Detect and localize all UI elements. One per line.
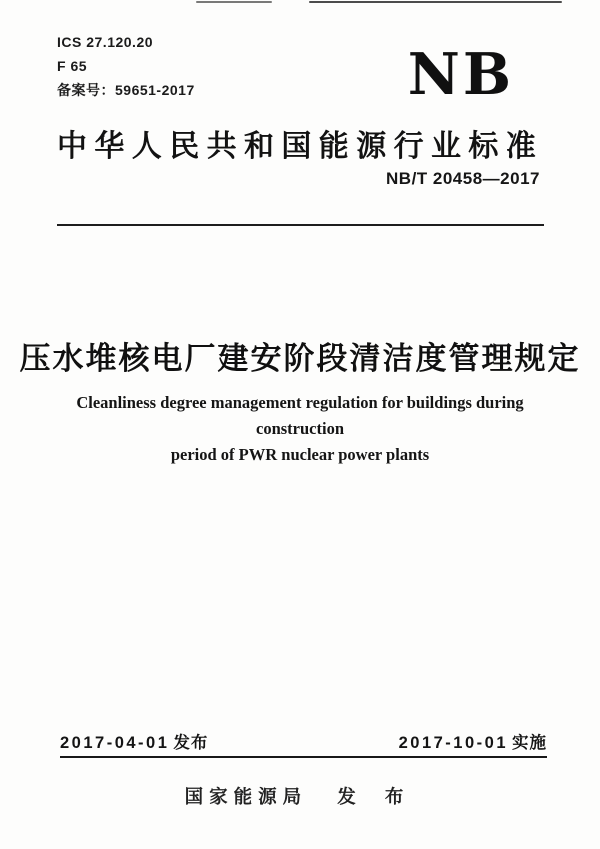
publish-action: 发 布 bbox=[337, 786, 416, 807]
record-number: 备案号：59651-2017 bbox=[57, 82, 195, 98]
implementation-date-label: 实施 bbox=[512, 734, 547, 752]
issue-date bbox=[60, 729, 208, 753]
implementation-date bbox=[399, 729, 547, 753]
standard-title-en-line2: period of PWR nuclear power plants bbox=[170, 445, 430, 464]
nb-logo: NB bbox=[407, 41, 514, 108]
publisher-row bbox=[0, 783, 600, 809]
standard-title-en-line1: Cleanliness degree management regulation for buildings during construction bbox=[76, 393, 524, 438]
standard-category-heading: 中华人民共和国能源行业标准 bbox=[57, 130, 544, 163]
classification-block bbox=[57, 30, 195, 102]
publisher-name: 国家能源局 bbox=[184, 786, 308, 807]
implementation-date-value: 2017-10-01 bbox=[398, 734, 508, 752]
standard-number: NB/T 20458—2017 bbox=[386, 169, 540, 188]
date-row bbox=[60, 729, 547, 758]
scan-artifact-line bbox=[196, 1, 272, 3]
china-class-code: F 65 bbox=[57, 58, 88, 74]
standard-title-zh: 压水堆核电厂建安阶段清洁度管理规定 bbox=[19, 341, 581, 376]
issue-date-label: 发布 bbox=[173, 734, 209, 752]
standard-title-en bbox=[38, 390, 562, 468]
scan-artifact-line bbox=[309, 1, 562, 3]
issue-date-value: 2017-04-01 bbox=[60, 734, 170, 752]
ics-code: ICS 27.120.20 bbox=[57, 34, 154, 50]
header-rule bbox=[57, 224, 544, 226]
